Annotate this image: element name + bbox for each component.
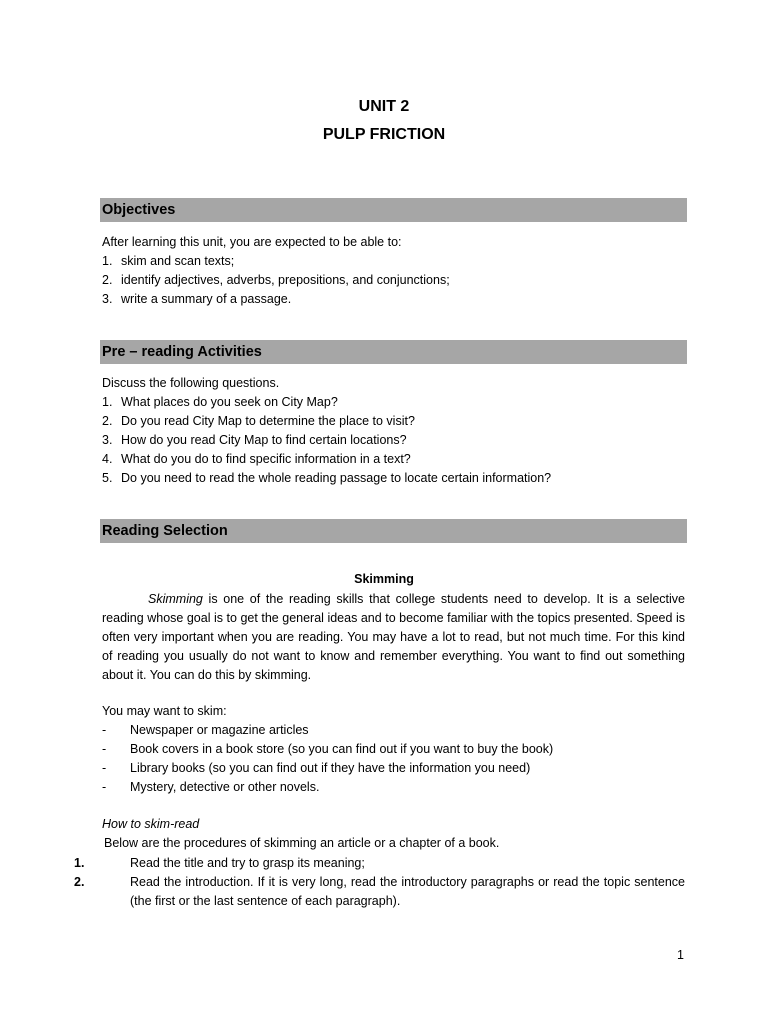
skimming-paragraph: Skimming is one of the reading skills that college students need to develop. It is a selective reading whose goal is to get the general ideas and to become familiar with the topics presented. Speed is often very important when you are reading. You may have a lot to read, but not much time. For this kind of reading you usually do not want to know and remember everything. You want to find out something about it. You can do this by skimming. (102, 592, 685, 682)
unit-title: PULP FRICTION (322, 126, 446, 143)
step-item: 1. Read the title and try to grasp its meaning; (74, 856, 365, 870)
skim-list-item: - Newspaper or magazine articles (102, 723, 309, 737)
prereading-intro: Discuss the following questions. (102, 376, 280, 390)
objectives-heading: Objectives (100, 198, 687, 222)
skimming-term: Skimming (148, 592, 203, 606)
question-item: 5. Do you need to read the whole reading passage to locate certain information? (102, 471, 552, 485)
step-item: 2. Read the introduction. If it is very long, read the introductory paragraphs or read the topic sentence (the first or the last sentence of each paragraph). (74, 875, 685, 908)
page-number: 1 (677, 948, 684, 962)
skim-list-item: - Library books (so you can find out if they have the information you need) (102, 761, 531, 775)
question-item: 2. Do you read City Map to determine the place to visit? (102, 414, 415, 428)
question-item: 3. How do you read City Map to find certain locations? (102, 433, 407, 447)
prereading-heading: Pre – reading Activities (100, 340, 687, 364)
reading-heading: Reading Selection (100, 519, 687, 543)
question-item: 4. What do you do to find specific information in a text? (102, 452, 411, 466)
question-item: 1. What places do you seek on City Map? (102, 395, 338, 409)
skim-intro: You may want to skim: (102, 704, 227, 718)
unit-number: UNIT 2 (358, 98, 410, 115)
skim-list-item: - Book covers in a book store (so you can find out if you want to buy the book) (102, 742, 554, 756)
objective-item: 2. identify adjectives, adverbs, prepositions, and conjunctions; (102, 273, 450, 287)
howto-intro: Below are the procedures of skimming an article or a chapter of a book. (104, 836, 500, 850)
objective-item: 3. write a summary of a passage. (102, 292, 292, 306)
howto-heading: How to skim-read (102, 817, 200, 831)
objective-item: 1. skim and scan texts; (102, 254, 235, 268)
skim-list-item: - Mystery, detective or other novels. (102, 780, 320, 794)
skimming-heading: Skimming (354, 572, 414, 586)
objectives-intro: After learning this unit, you are expected to be able to: (102, 235, 402, 249)
